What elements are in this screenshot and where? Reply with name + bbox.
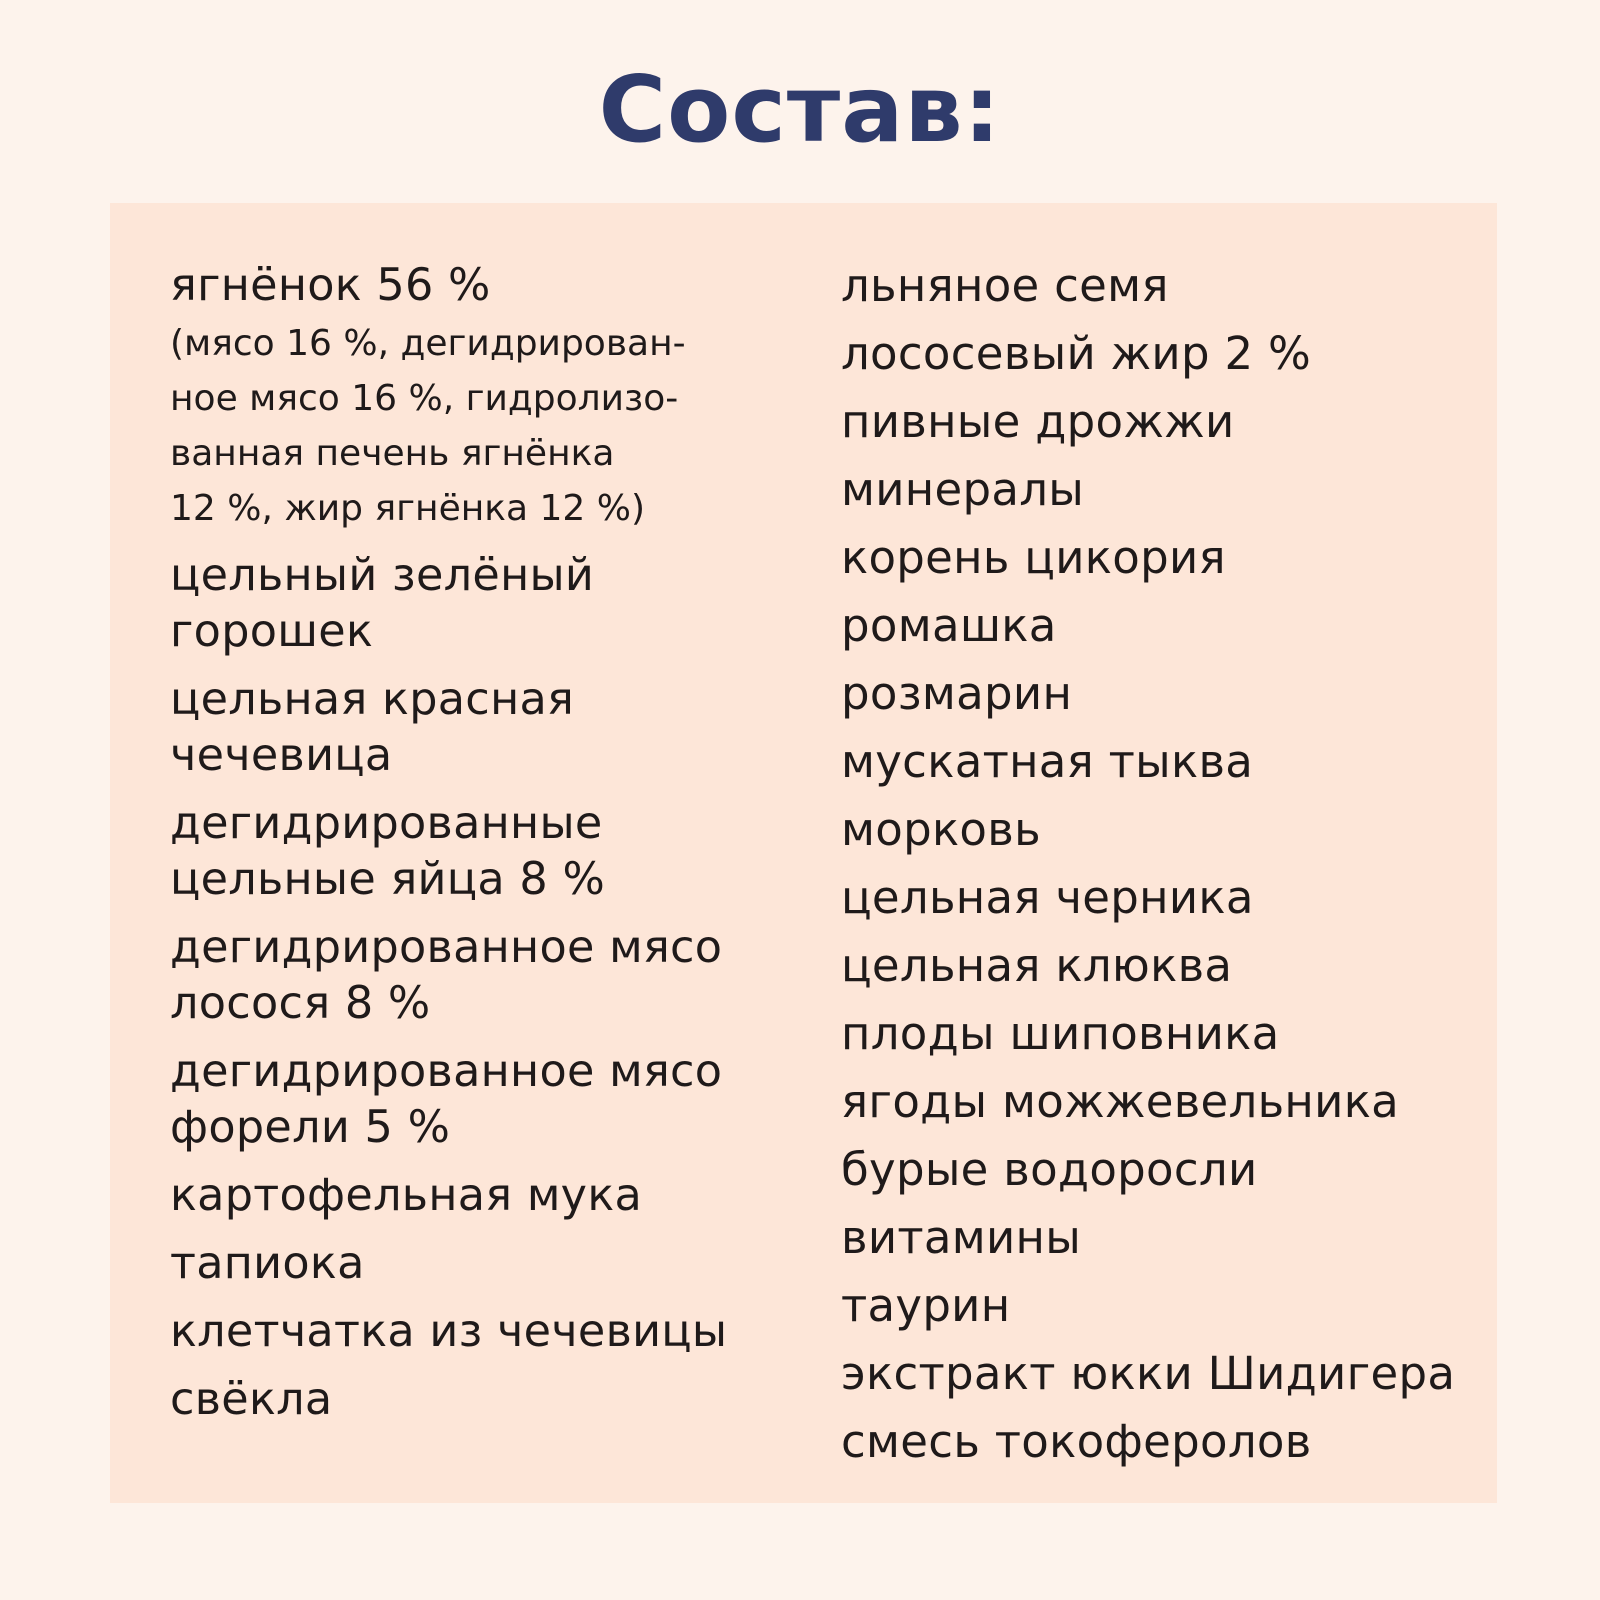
ingredients-left-column (170, 258, 790, 1440)
ingredient-item: розмарин (841, 667, 1073, 720)
ingredient-item: картофельная мука (170, 1170, 643, 1221)
ingredients-right-column (841, 258, 1481, 1482)
ingredient-item: корень цикория (841, 531, 1226, 584)
ingredient-item: ягнёнок 56 % (170, 260, 491, 311)
ingredient-item: цельная клюква (841, 939, 1233, 992)
ingredient-item: цельная красная чечевица (170, 674, 575, 781)
ingredient-item: ромашка (841, 599, 1057, 652)
ingredient-item: бурые водоросли (841, 1143, 1258, 1196)
page-title: Состав: (598, 56, 1002, 163)
ingredient-item: дегидрированные цельные яйца 8 % (170, 798, 606, 905)
ingredients-panel (110, 203, 1497, 1503)
ingredient-item: свёкла (170, 1374, 333, 1425)
ingredient-item: минералы (841, 463, 1085, 516)
ingredient-item: ягоды можжевельника (841, 1075, 1400, 1128)
ingredient-item: клетчатка из чечевицы (170, 1306, 728, 1357)
ingredient-item: смесь токоферолов (841, 1415, 1312, 1468)
ingredient-item: дегидрированное мясо лосося 8 % (170, 922, 723, 1029)
ingredient-item: цельная черника (841, 871, 1254, 924)
ingredient-item: цельный зелёный горошек (170, 550, 595, 657)
ingredient-item: морковь (841, 803, 1041, 856)
ingredient-item: витамины (841, 1211, 1082, 1264)
ingredient-item: плоды шиповника (841, 1007, 1280, 1060)
ingredient-item: мускатная тыква (841, 735, 1254, 788)
ingredient-item: тапиока (170, 1238, 365, 1289)
ingredient-item: пивные дрожжи (841, 395, 1235, 448)
ingredient-item: дегидрированное мясо форели 5 % (170, 1046, 723, 1153)
ingredient-item: лососевый жир 2 % (841, 327, 1312, 380)
ingredient-composition-note: (мясо 16 %, дегидрирован- ное мясо 16 %, гидролизо- ванная печень ягнёнка 12 %, жир ягнёнка 12 %) (170, 323, 686, 529)
ingredient-item: льняное семя (841, 259, 1169, 312)
ingredient-item: экстракт юкки Шидигера (841, 1347, 1456, 1400)
ingredient-item: таурин (841, 1279, 1011, 1332)
